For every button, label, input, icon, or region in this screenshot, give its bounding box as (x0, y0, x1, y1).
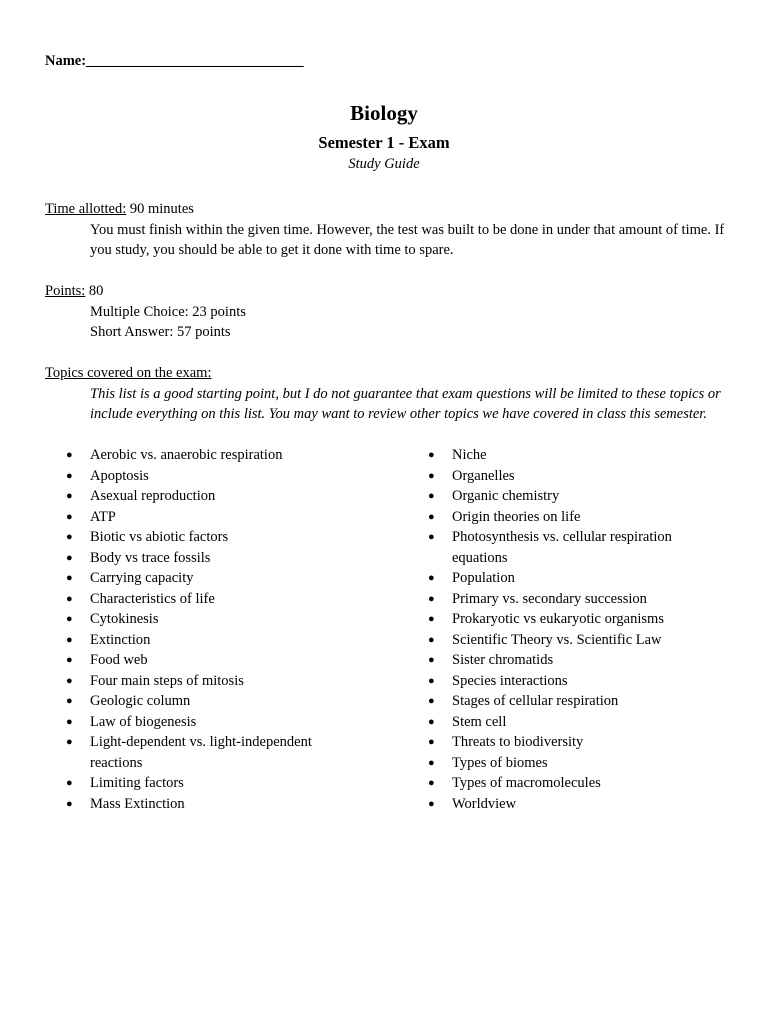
bullet-icon: ● (428, 592, 435, 605)
topic-list-item (66, 794, 356, 815)
topic-list-item (66, 589, 356, 610)
topic-list-item (66, 609, 356, 630)
bullet-icon: ● (66, 715, 73, 728)
bullet-icon: ● (428, 613, 435, 625)
topic-text: Apoptosis (90, 467, 149, 484)
time-label: Time allotted: (45, 201, 127, 217)
topic-list-item (66, 466, 356, 487)
topic-list-item (428, 486, 718, 507)
topic-text: Niche (452, 447, 487, 463)
topic-list-item (66, 773, 356, 794)
topic-list-item (428, 794, 718, 815)
topic-text: Types of macromolecules (452, 775, 601, 791)
bullet-icon: ● (428, 633, 435, 646)
topic-list-item (428, 650, 718, 671)
time-note: You must finish within the given time. However, the test was built to be done in under that amount of time. If you study, you should be able to get it done with time to spare. (90, 221, 725, 258)
topic-list-item (66, 548, 356, 569)
name-field (45, 53, 304, 70)
topic-list-item (428, 507, 718, 528)
name-blank: ______________________________ (86, 53, 304, 69)
topic-list-item (428, 589, 718, 610)
topic-list-item (428, 527, 718, 568)
exam-subtitle: Semester 1 - Exam (318, 133, 450, 152)
topic-list-item (66, 630, 356, 651)
time-section (45, 199, 725, 261)
topic-text: Worldview (452, 795, 517, 812)
topic-list-item (428, 671, 718, 692)
bullet-icon: ● (428, 510, 435, 523)
bullet-icon: ● (66, 449, 73, 461)
multiple-choice-points: Multiple Choice: 23 points (90, 303, 246, 320)
topic-text: Four main steps of mitosis (90, 672, 244, 689)
bullet-icon: ● (428, 490, 435, 502)
topic-text: Geologic column (90, 693, 191, 709)
topic-text: Stages of cellular respiration (452, 693, 619, 709)
topic-text: Carrying capacity (90, 570, 194, 586)
points-section (45, 281, 725, 343)
topic-list-item (66, 712, 356, 733)
topic-text: Organic chemistry (452, 488, 560, 504)
short-answer-points: Short Answer: 57 points (90, 324, 231, 340)
bullet-icon: ● (66, 551, 73, 564)
topic-text: Body vs trace fossils (90, 549, 211, 566)
bullet-icon: ● (66, 777, 73, 789)
topic-list-item (428, 753, 718, 774)
bullet-icon: ● (428, 756, 435, 769)
topic-list-item (428, 773, 718, 794)
topic-list-item (66, 486, 356, 507)
bullet-icon: ● (428, 777, 435, 789)
topic-list-item (66, 691, 356, 712)
topic-list-item (428, 568, 718, 589)
bullet-icon: ● (66, 797, 73, 810)
bullet-icon: ● (428, 531, 435, 543)
topic-text: Mass Extinction (90, 795, 185, 812)
topic-list-item (66, 507, 356, 528)
bullet-icon: ● (66, 736, 73, 748)
bullet-icon: ● (66, 469, 73, 482)
topics-right-column (428, 445, 718, 814)
bullet-icon: ● (66, 572, 73, 584)
topic-text: Limiting factors (90, 775, 184, 791)
topic-list-item (428, 466, 718, 487)
topic-text: Photosynthesis vs. cellular respiration equations (452, 529, 672, 566)
topic-list-item (66, 732, 356, 773)
topic-list-item (66, 650, 356, 671)
name-label: Name: (45, 53, 87, 69)
topic-list-item (428, 609, 718, 630)
topic-text: Extinction (90, 631, 151, 648)
topic-list-item (428, 712, 718, 733)
time-value: 90 minutes (126, 201, 194, 217)
topic-list-item (428, 630, 718, 651)
topic-text: Scientific Theory vs. Scientific Law (452, 631, 662, 648)
topic-list-item (66, 671, 356, 692)
bullet-icon: ● (428, 674, 435, 687)
bullet-icon: ● (66, 633, 73, 646)
topic-text: Light-dependent vs. light-independent reactions (90, 734, 312, 771)
bullet-icon: ● (66, 490, 73, 502)
topics-disclaimer: This list is a good starting point, but I do not guarantee that exam questions will be limited to these topics or include everything on this list. You may want to review other topics we have covered in class this semester. (90, 385, 721, 422)
bullet-icon: ● (428, 736, 435, 748)
bullet-icon: ● (66, 592, 73, 605)
document-title: Biology (350, 101, 418, 125)
topic-list-item (428, 445, 718, 466)
bullet-icon: ● (66, 654, 73, 666)
topic-list-item (66, 568, 356, 589)
points-label: Points: (45, 283, 86, 299)
bullet-icon: ● (428, 695, 435, 707)
topic-list-item (66, 445, 356, 466)
points-line (45, 281, 725, 302)
topic-text: Sister chromatids (452, 652, 554, 668)
bullet-icon: ● (428, 715, 435, 728)
topic-text: Prokaryotic vs eukaryotic organisms (452, 611, 664, 627)
topics-section (45, 363, 725, 425)
bullet-icon: ● (428, 797, 435, 810)
time-line (45, 199, 725, 220)
bullet-icon: ● (428, 572, 435, 584)
topic-text: Organelles (452, 467, 515, 484)
topic-text: Law of biogenesis (90, 713, 197, 730)
bullet-icon: ● (66, 695, 73, 707)
topics-left-column (66, 445, 356, 814)
topic-text: Species interactions (452, 672, 568, 689)
topic-list-item (428, 732, 718, 753)
bullet-icon: ● (66, 613, 73, 625)
topics-label: Topics covered on the exam: (45, 365, 212, 381)
topic-text: Stem cell (452, 713, 507, 730)
topic-text: Food web (90, 652, 148, 668)
topic-text: ATP (90, 508, 116, 525)
bullet-icon: ● (66, 674, 73, 687)
topic-text: Threats to biodiversity (452, 734, 584, 750)
topic-text: Types of biomes (452, 754, 548, 771)
bullet-icon: ● (66, 531, 73, 543)
topic-text: Asexual reproduction (90, 488, 216, 504)
guide-subtitle: Study Guide (348, 156, 420, 172)
topic-list-item (428, 691, 718, 712)
topic-text: Biotic vs abiotic factors (90, 529, 229, 545)
topic-text: Aerobic vs. anaerobic respiration (90, 447, 283, 463)
bullet-icon: ● (428, 449, 435, 461)
topic-text: Population (452, 570, 515, 586)
bullet-icon: ● (66, 510, 73, 523)
topic-text: Primary vs. secondary succession (452, 590, 647, 607)
bullet-icon: ● (428, 654, 435, 666)
topic-list-item (66, 527, 356, 548)
topic-text: Characteristics of life (90, 590, 215, 607)
points-value: 80 (85, 283, 104, 299)
topic-text: Origin theories on life (452, 508, 581, 525)
topic-text: Cytokinesis (90, 611, 159, 627)
bullet-icon: ● (428, 469, 435, 482)
